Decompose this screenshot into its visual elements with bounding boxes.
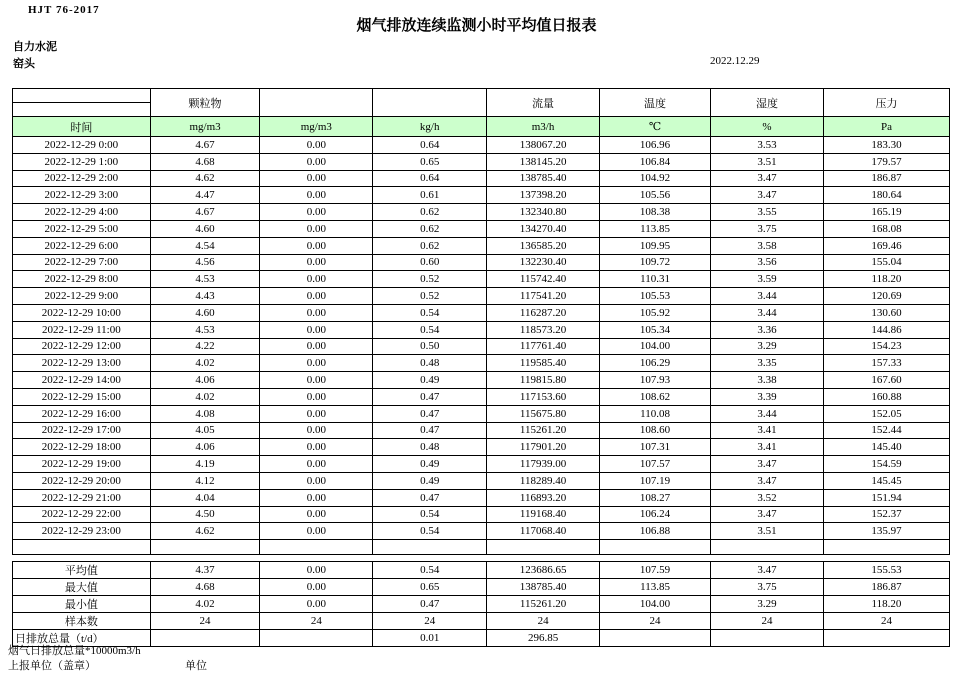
value-cell: 3.41 [711,439,824,456]
value-cell: 123686.65 [487,562,600,579]
value-cell: 118.20 [823,271,949,288]
value-cell: 3.47 [711,506,824,523]
value-cell: 0.00 [260,153,373,170]
row-label-cell: 2022-12-29 7:00 [13,254,151,271]
value-cell: 117068.40 [487,523,600,540]
value-cell: 3.47 [711,562,824,579]
value-cell: 119815.80 [487,372,600,389]
row-label-cell: 2022-12-29 14:00 [13,372,151,389]
table-row [13,523,950,540]
row-label-cell: 2022-12-29 10:00 [13,304,151,321]
unit-header-row [13,117,950,137]
row-label-cell: 最小值 [13,596,151,613]
value-cell: 106.88 [600,523,711,540]
value-cell: 136585.20 [487,237,600,254]
table-row [13,153,950,170]
value-cell: 155.04 [823,254,949,271]
value-cell: 0.47 [373,405,487,422]
group-header-empty-1 [260,89,373,117]
value-cell: 4.56 [150,254,260,271]
value-cell: 4.50 [150,506,260,523]
value-cell [823,630,949,647]
unit-cell: m3/h [487,117,600,137]
table-row [13,137,950,154]
value-cell: 179.57 [823,153,949,170]
value-cell: 24 [823,613,949,630]
table-row [13,422,950,439]
doc-code: HJT 76-2017 [28,4,100,16]
value-cell: 0.48 [373,355,487,372]
value-cell: 0.00 [260,472,373,489]
table-row [13,613,950,630]
value-cell: 152.05 [823,405,949,422]
value-cell: 0.61 [373,187,487,204]
value-cell: 118573.20 [487,321,600,338]
row-label-cell: 日排放总量（t/d） [13,630,151,647]
group-header-temperature: 温度 [600,89,711,117]
row-label-cell: 2022-12-29 8:00 [13,271,151,288]
value-cell: 24 [711,613,824,630]
table-row [13,472,950,489]
value-cell: 108.60 [600,422,711,439]
value-cell: 0.00 [260,187,373,204]
value-cell: 24 [150,613,260,630]
value-cell: 3.47 [711,472,824,489]
row-label-cell: 2022-12-29 20:00 [13,472,151,489]
group-header-pressure: 压力 [823,89,949,117]
value-cell: 117901.20 [487,439,600,456]
value-cell: 151.94 [823,489,949,506]
table-row [13,254,950,271]
value-cell: 0.00 [260,237,373,254]
value-cell: 0.00 [260,439,373,456]
value-cell: 3.56 [711,254,824,271]
value-cell: 4.47 [150,187,260,204]
value-cell: 0.00 [260,338,373,355]
table-row [13,596,950,613]
value-cell: 0.01 [373,630,487,647]
group-header-empty-2 [373,89,487,117]
value-cell: 3.51 [711,523,824,540]
value-cell: 0.54 [373,562,487,579]
row-label-cell: 2022-12-29 1:00 [13,153,151,170]
summary-table [12,561,950,647]
unit-cell: % [711,117,824,137]
value-cell: 0.47 [373,489,487,506]
value-cell: 3.29 [711,338,824,355]
group-header-humidity: 湿度 [711,89,824,117]
value-cell: 0.65 [373,153,487,170]
value-cell: 119585.40 [487,355,600,372]
value-cell: 118289.40 [487,472,600,489]
value-cell: 0.00 [260,456,373,473]
value-cell: 4.60 [150,304,260,321]
value-cell: 0.00 [260,388,373,405]
value-cell: 115742.40 [487,271,600,288]
value-cell: 120.69 [823,288,949,305]
table-row [13,170,950,187]
value-cell: 4.68 [150,579,260,596]
table-row [13,271,950,288]
value-cell: 3.52 [711,489,824,506]
value-cell: 0.54 [373,304,487,321]
value-cell: 4.62 [150,523,260,540]
company-name: 自力水泥 [13,41,57,53]
value-cell: 0.00 [260,562,373,579]
value-cell: 4.02 [150,355,260,372]
value-cell: 165.19 [823,204,949,221]
spacer-row [13,540,950,555]
row-label-cell: 2022-12-29 6:00 [13,237,151,254]
value-cell: 107.31 [600,439,711,456]
value-cell: 186.87 [823,170,949,187]
summary-rows [13,562,950,647]
value-cell: 0.65 [373,579,487,596]
table-row [13,489,950,506]
value-cell: 154.59 [823,456,949,473]
value-cell: 108.62 [600,388,711,405]
value-cell: 167.60 [823,372,949,389]
table-row [13,220,950,237]
group-header-row [13,89,950,103]
value-cell: 4.12 [150,472,260,489]
value-cell: 116893.20 [487,489,600,506]
group-header-particulate: 颗粒物 [150,89,260,117]
value-cell: 3.47 [711,456,824,473]
value-cell: 108.38 [600,204,711,221]
blank-header-cell [13,103,151,117]
value-cell: 107.19 [600,472,711,489]
value-cell: 3.47 [711,187,824,204]
value-cell: 109.95 [600,237,711,254]
row-label-cell: 2022-12-29 12:00 [13,338,151,355]
table-row [13,562,950,579]
value-cell [150,630,260,647]
unit-cell: kg/h [373,117,487,137]
value-cell: 4.53 [150,271,260,288]
table-row [13,630,950,647]
value-cell: 0.54 [373,506,487,523]
value-cell: 0.00 [260,506,373,523]
table-row [13,456,950,473]
value-cell: 180.64 [823,187,949,204]
value-cell: 130.60 [823,304,949,321]
row-label-cell: 2022-12-29 9:00 [13,288,151,305]
value-cell: 3.47 [711,170,824,187]
value-cell: 24 [600,613,711,630]
value-cell: 0.47 [373,596,487,613]
value-cell: 3.29 [711,596,824,613]
unit-cell: ℃ [600,117,711,137]
value-cell [600,630,711,647]
table-row [13,388,950,405]
value-cell: 138785.40 [487,579,600,596]
value-cell: 0.64 [373,170,487,187]
table-row [13,321,950,338]
value-cell: 134270.40 [487,220,600,237]
value-cell: 0.00 [260,170,373,187]
value-cell: 138785.40 [487,170,600,187]
value-cell: 116287.20 [487,304,600,321]
value-cell: 106.29 [600,355,711,372]
value-cell: 3.44 [711,405,824,422]
value-cell: 3.55 [711,204,824,221]
value-cell: 132340.80 [487,204,600,221]
value-cell: 0.00 [260,596,373,613]
row-label-cell: 2022-12-29 5:00 [13,220,151,237]
value-cell: 152.44 [823,422,949,439]
value-cell: 113.85 [600,579,711,596]
value-cell: 117761.40 [487,338,600,355]
row-label-cell: 最大值 [13,579,151,596]
location-name: 窑头 [13,58,35,70]
value-cell: 138067.20 [487,137,600,154]
value-cell: 3.75 [711,579,824,596]
table-row [13,187,950,204]
value-cell: 169.46 [823,237,949,254]
value-cell: 105.92 [600,304,711,321]
value-cell: 138145.20 [487,153,600,170]
unit-cell-time: 时间 [13,117,151,137]
value-cell: 0.62 [373,204,487,221]
value-cell: 105.34 [600,321,711,338]
value-cell: 4.67 [150,137,260,154]
value-cell: 3.53 [711,137,824,154]
value-cell: 119168.40 [487,506,600,523]
value-cell: 0.00 [260,372,373,389]
value-cell: 109.72 [600,254,711,271]
value-cell: 3.36 [711,321,824,338]
value-cell: 106.96 [600,137,711,154]
value-cell: 4.04 [150,489,260,506]
value-cell: 4.22 [150,338,260,355]
row-label-cell: 平均值 [13,562,151,579]
row-label-cell: 2022-12-29 23:00 [13,523,151,540]
value-cell: 117153.60 [487,388,600,405]
value-cell: 0.47 [373,388,487,405]
page-title: 烟气排放连续监测小时平均值日报表 [356,18,597,34]
value-cell: 0.00 [260,204,373,221]
value-cell: 0.47 [373,422,487,439]
table-row [13,338,950,355]
value-cell: 4.05 [150,422,260,439]
report-unit-label: 上报单位（盖章） [8,660,96,672]
group-header-flow: 流量 [487,89,600,117]
value-cell: 107.93 [600,372,711,389]
value-cell: 152.37 [823,506,949,523]
value-cell: 4.19 [150,456,260,473]
row-label-cell: 2022-12-29 15:00 [13,388,151,405]
value-cell: 3.44 [711,304,824,321]
table-row [13,372,950,389]
table-row [13,579,950,596]
value-cell: 144.86 [823,321,949,338]
value-cell: 107.59 [600,562,711,579]
value-cell: 3.75 [711,220,824,237]
value-cell: 115261.20 [487,596,600,613]
table-row [13,506,950,523]
value-cell: 104.00 [600,338,711,355]
value-cell: 3.51 [711,153,824,170]
value-cell: 0.49 [373,456,487,473]
value-cell: 132230.40 [487,254,600,271]
value-cell: 4.08 [150,405,260,422]
value-cell: 3.35 [711,355,824,372]
row-label-cell: 2022-12-29 16:00 [13,405,151,422]
value-cell: 110.31 [600,271,711,288]
value-cell: 0.52 [373,288,487,305]
report-date: 2022.12.29 [710,55,760,67]
value-cell: 3.58 [711,237,824,254]
value-cell: 115261.20 [487,422,600,439]
value-cell: 0.00 [260,304,373,321]
value-cell: 4.37 [150,562,260,579]
value-cell: 115675.80 [487,405,600,422]
row-label-cell: 2022-12-29 2:00 [13,170,151,187]
row-label-cell: 2022-12-29 18:00 [13,439,151,456]
value-cell: 4.60 [150,220,260,237]
value-cell: 135.97 [823,523,949,540]
value-cell: 0.00 [260,254,373,271]
row-label-cell: 2022-12-29 17:00 [13,422,151,439]
value-cell: 168.08 [823,220,949,237]
blank-header-cell [13,89,151,103]
value-cell: 24 [373,613,487,630]
value-cell: 0.00 [260,523,373,540]
value-cell: 3.41 [711,422,824,439]
value-cell: 160.88 [823,388,949,405]
value-cell: 0.00 [260,489,373,506]
value-cell: 108.27 [600,489,711,506]
report-table [12,88,950,555]
value-cell: 154.23 [823,338,949,355]
unit-label: 单位 [185,660,207,672]
value-cell: 113.85 [600,220,711,237]
table-row [13,439,950,456]
unit-cell: Pa [823,117,949,137]
row-label-cell: 2022-12-29 11:00 [13,321,151,338]
value-cell: 4.02 [150,388,260,405]
value-cell: 145.40 [823,439,949,456]
value-cell: 117939.00 [487,456,600,473]
row-label-cell: 2022-12-29 22:00 [13,506,151,523]
value-cell: 24 [260,613,373,630]
value-cell: 0.64 [373,137,487,154]
value-cell: 0.60 [373,254,487,271]
value-cell: 3.38 [711,372,824,389]
value-cell: 0.50 [373,338,487,355]
value-cell: 0.49 [373,472,487,489]
value-cell: 157.33 [823,355,949,372]
value-cell: 0.00 [260,355,373,372]
value-cell [260,630,373,647]
value-cell: 0.00 [260,137,373,154]
table-row [13,237,950,254]
value-cell: 0.62 [373,237,487,254]
data-rows [13,137,950,540]
value-cell: 0.52 [373,271,487,288]
value-cell: 0.00 [260,321,373,338]
value-cell: 4.68 [150,153,260,170]
row-label-cell: 2022-12-29 3:00 [13,187,151,204]
value-cell: 4.02 [150,596,260,613]
row-label-cell: 2022-12-29 19:00 [13,456,151,473]
value-cell: 0.54 [373,523,487,540]
row-label-cell: 2022-12-29 0:00 [13,137,151,154]
value-cell: 106.24 [600,506,711,523]
value-cell: 118.20 [823,596,949,613]
value-cell: 24 [487,613,600,630]
value-cell: 105.53 [600,288,711,305]
unit-cell: mg/m3 [150,117,260,137]
table-row [13,204,950,221]
value-cell: 0.00 [260,422,373,439]
value-cell: 3.59 [711,271,824,288]
value-cell: 0.00 [260,271,373,288]
row-label-cell: 样本数 [13,613,151,630]
row-label-cell: 2022-12-29 13:00 [13,355,151,372]
value-cell: 106.84 [600,153,711,170]
unit-cell: mg/m3 [260,117,373,137]
value-cell: 0.00 [260,405,373,422]
value-cell: 0.00 [260,220,373,237]
value-cell: 4.62 [150,170,260,187]
value-cell: 183.30 [823,137,949,154]
row-label-cell: 2022-12-29 4:00 [13,204,151,221]
table-row [13,355,950,372]
table-row [13,304,950,321]
table-row [13,288,950,305]
value-cell: 296.85 [487,630,600,647]
value-cell: 137398.20 [487,187,600,204]
value-cell: 4.06 [150,439,260,456]
value-cell: 104.00 [600,596,711,613]
table-row [13,405,950,422]
value-cell: 107.57 [600,456,711,473]
value-cell: 0.00 [260,288,373,305]
value-cell: 3.44 [711,288,824,305]
value-cell: 4.53 [150,321,260,338]
value-cell: 110.08 [600,405,711,422]
row-label-cell: 2022-12-29 21:00 [13,489,151,506]
value-cell: 104.92 [600,170,711,187]
value-cell: 0.48 [373,439,487,456]
value-cell: 0.54 [373,321,487,338]
value-cell: 4.43 [150,288,260,305]
value-cell: 117541.20 [487,288,600,305]
value-cell [711,630,824,647]
value-cell: 0.49 [373,372,487,389]
value-cell: 105.56 [600,187,711,204]
value-cell: 0.62 [373,220,487,237]
value-cell: 4.54 [150,237,260,254]
value-cell: 155.53 [823,562,949,579]
value-cell: 4.06 [150,372,260,389]
value-cell: 0.00 [260,579,373,596]
footer-note: 烟气日排放总量*10000m3/h [8,645,141,657]
value-cell: 4.67 [150,204,260,221]
value-cell: 186.87 [823,579,949,596]
value-cell: 3.39 [711,388,824,405]
value-cell: 145.45 [823,472,949,489]
